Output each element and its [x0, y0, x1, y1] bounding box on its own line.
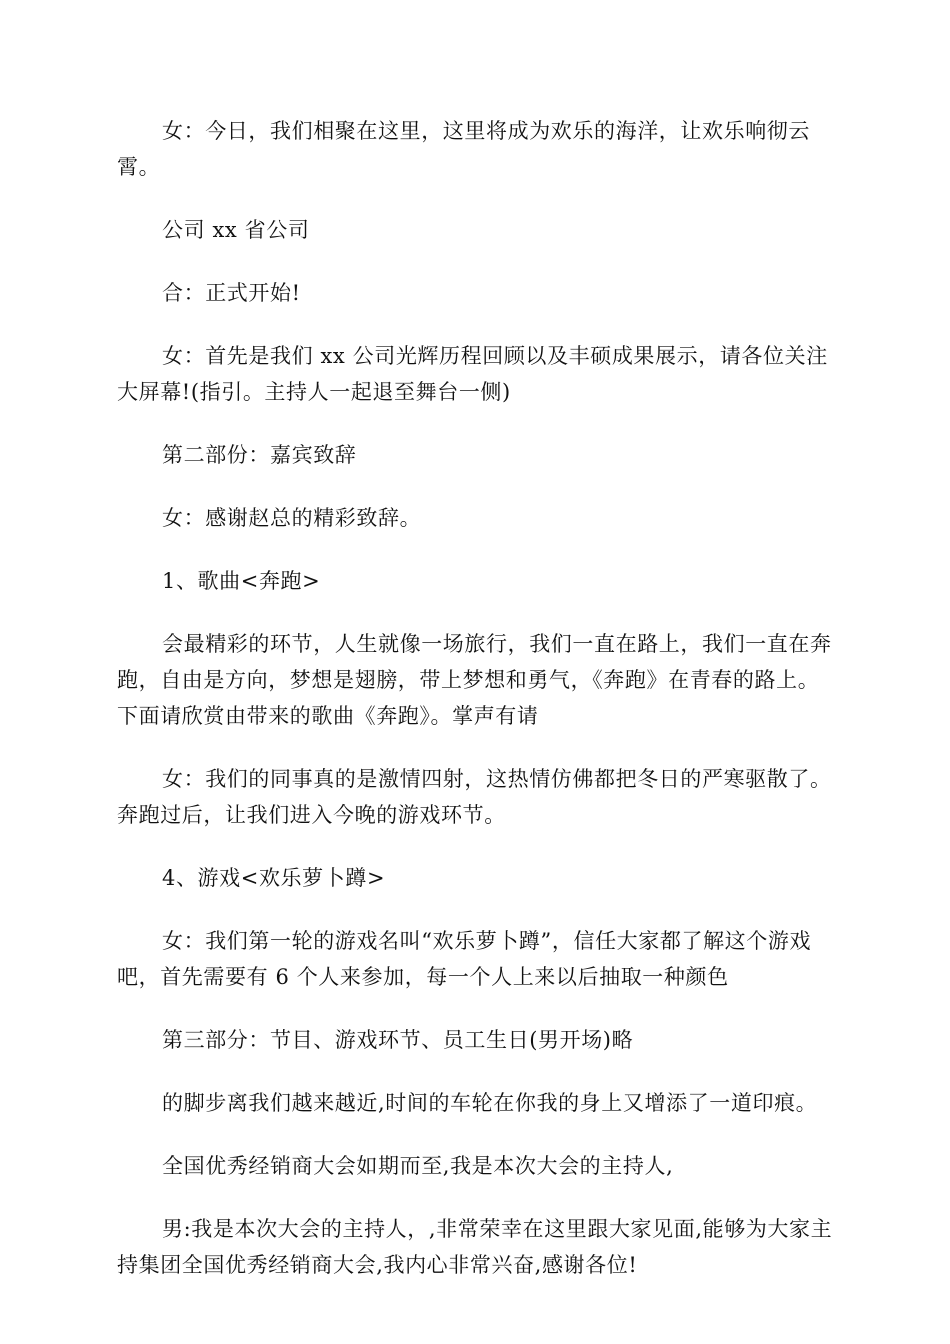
item-heading-song: 1、歌曲<奔跑>: [162, 569, 321, 593]
paragraph-9: 女：我们的同事真的是激情四射，这热情仿佛都把冬日的严寒驱散了。奔跑过后，让我们进入今晚的游戏环节。: [117, 767, 832, 827]
paragraph-14: 全国优秀经销商大会如期而至,我是本次大会的主持人,: [162, 1154, 674, 1178]
section-heading-part-3: 第三部分：节目、游戏环节、员工生日(男开场)略: [162, 1028, 634, 1052]
document-body: [117, 113, 833, 1310]
paragraph-8: 会最精彩的环节，人生就像一场旅行，我们一直在路上，我们一直在奔跑，自由是方向，梦想是翅膀，带上梦想和勇气，《奔跑》在青春的路上。下面请欣赏由带来的歌曲《奔跑》。掌声有请: [117, 632, 832, 728]
item-heading-game: 4、游戏<欢乐萝卜蹲>: [162, 866, 386, 890]
paragraph-6: 女：感谢赵总的精彩致辞。: [162, 506, 422, 530]
paragraph-3: 合：正式开始!: [162, 281, 301, 305]
paragraph-15: 男:我是本次大会的主持人，,非常荣幸在这里跟大家见面,能够为大家主持集团全国优秀经销商大会,我内心非常兴奋,感谢各位!: [117, 1217, 833, 1277]
paragraph-2: 公司 xx 省公司: [162, 218, 310, 242]
paragraph-11: 女：我们第一轮的游戏名叫“欢乐萝卜蹲”，信任大家都了解这个游戏吧，首先需要有 6 个人来参加，每一个人上来以后抽取一种颜色: [117, 929, 812, 989]
paragraph-4: 女：首先是我们 xx 公司光辉历程回顾以及丰硕成果展示，请各位关注大屏幕!(指引。主持人一起退至舞台一侧): [117, 344, 828, 404]
section-heading-part-2: 第二部份：嘉宾致辞: [162, 443, 357, 467]
paragraph-1: 女：今日，我们相聚在这里，这里将成为欢乐的海洋，让欢乐响彻云霄。: [117, 119, 810, 179]
paragraph-13: 的脚步离我们越来越近,时间的车轮在你我的身上又增添了一道印痕。: [162, 1091, 818, 1115]
